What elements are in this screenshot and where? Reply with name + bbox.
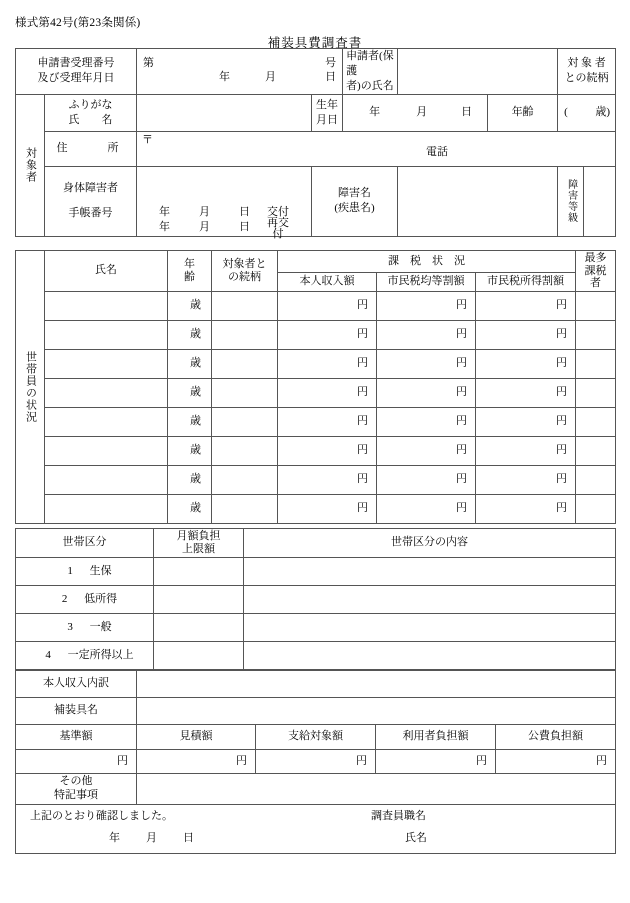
name-label: 氏 名 <box>68 113 113 126</box>
birth-year-label: 年 <box>369 105 381 118</box>
age-open-paren: ( <box>564 105 568 118</box>
income-breakdown-value[interactable] <box>137 671 616 698</box>
cell-name[interactable] <box>45 466 168 495</box>
column-header-user-burden: 利用者負担額 <box>376 725 496 750</box>
household-table <box>15 250 616 524</box>
investigator-title-label: 調査員職名 <box>371 810 426 822</box>
receipt-month-label: 月 <box>265 71 276 84</box>
disability-name-label-line1: 障害名 <box>338 187 372 200</box>
category-row-above-threshold[interactable] <box>16 642 616 670</box>
amounts-header-row <box>16 725 616 750</box>
cell-own-income[interactable] <box>278 495 377 524</box>
relation-label-line1: 対 象 者 <box>567 57 606 70</box>
confirmation-block <box>16 805 616 854</box>
currency-unit: 円 <box>456 328 467 341</box>
age-unit: 歳 <box>190 473 201 486</box>
cell-top-taxpayer[interactable] <box>576 350 616 379</box>
go-label: 号 <box>325 57 337 70</box>
cell-top-taxpayer[interactable] <box>576 495 616 524</box>
reissue-type-label-line1: 再交 <box>267 216 289 229</box>
address-value[interactable] <box>137 131 616 166</box>
form-number: 様式第42号(第23条関係) <box>15 17 141 29</box>
household-side-label-text: 世帯員の状況 <box>24 351 37 423</box>
category-label-low-income <box>16 586 154 614</box>
currency-unit: 円 <box>556 357 567 370</box>
column-header-relation-line1: 対象者と <box>222 257 267 270</box>
top-taxpayer-line3: 者 <box>590 277 601 290</box>
currency-unit: 円 <box>456 502 467 515</box>
currency-unit: 円 <box>357 357 368 370</box>
cell-own-income[interactable] <box>278 408 377 437</box>
dai-label: 第 <box>143 57 154 70</box>
cell-own-income[interactable] <box>278 379 377 408</box>
column-header-name: 氏名 <box>45 251 168 292</box>
confirm-month-label: 月 <box>146 832 157 844</box>
birthdate-label <box>312 94 343 131</box>
value-standard-amount[interactable] <box>16 750 137 774</box>
currency-unit: 円 <box>476 754 487 767</box>
issue-type-label: 交付 <box>267 205 289 218</box>
category-label-seiho <box>16 558 154 586</box>
currency-unit: 円 <box>357 415 368 428</box>
amounts-value-row[interactable] <box>16 750 616 774</box>
amounts-table <box>15 670 616 854</box>
cell-relation[interactable] <box>212 379 278 408</box>
category-label-above-threshold <box>16 642 154 670</box>
birth-day-label: 日 <box>461 105 473 118</box>
column-header-age-line1: 年 <box>184 258 195 271</box>
currency-unit: 円 <box>456 473 467 486</box>
column-header-income-tax: 市民税所得割額 <box>476 273 576 292</box>
cell-age[interactable] <box>168 379 212 408</box>
subject-name-row <box>16 94 616 131</box>
column-header-category: 世帯区分 <box>16 529 154 558</box>
remarks-row <box>16 774 616 805</box>
column-header-tax-status: 課 税 状 況 <box>278 251 576 273</box>
category-cap-above-threshold[interactable] <box>154 642 244 670</box>
address-label-text: 住 所 <box>56 141 125 154</box>
table-row[interactable] <box>16 466 616 495</box>
category-cap-low-income[interactable] <box>154 586 244 614</box>
cell-age[interactable] <box>168 292 212 321</box>
subject-table <box>15 48 616 241</box>
age-unit: 歳 <box>190 386 201 399</box>
cell-income-tax[interactable] <box>476 408 576 437</box>
relation-to-subject-label <box>558 49 616 95</box>
cell-relation[interactable] <box>212 350 278 379</box>
issue-month-label: 月 <box>199 205 210 218</box>
document-title: 補装具費調査書 <box>267 36 363 50</box>
column-header-category-content: 世帯区分の内容 <box>244 529 616 558</box>
category-content-above-threshold[interactable] <box>244 642 616 670</box>
birthdate-label-line1: 生年 <box>316 98 339 111</box>
currency-unit: 円 <box>357 328 368 341</box>
issue-day-label: 日 <box>239 205 250 218</box>
cell-name[interactable] <box>45 321 168 350</box>
cell-top-taxpayer[interactable] <box>576 466 616 495</box>
device-name-label: 補装具名 <box>16 698 137 725</box>
currency-unit: 円 <box>357 386 368 399</box>
issue-year-label: 年 <box>159 205 170 218</box>
cell-top-taxpayer[interactable] <box>576 437 616 466</box>
applicant-name-value[interactable] <box>398 49 558 95</box>
currency-unit: 円 <box>556 473 567 486</box>
cell-name[interactable] <box>45 379 168 408</box>
column-header-estimate-amount: 見積額 <box>137 725 256 750</box>
category-no-4: 4 <box>45 648 51 661</box>
cell-age[interactable] <box>168 408 212 437</box>
confirmation-row <box>16 805 616 854</box>
cell-relation[interactable] <box>212 408 278 437</box>
column-header-monthly-cap <box>154 529 244 558</box>
category-content-seiho[interactable] <box>244 558 616 586</box>
disability-grade-value[interactable] <box>584 166 616 236</box>
reissue-day-label: 日 <box>239 220 250 233</box>
subject-side-label <box>16 94 45 236</box>
device-name-row <box>16 698 616 725</box>
cell-income-tax[interactable] <box>476 495 576 524</box>
currency-unit: 円 <box>117 754 128 767</box>
currency-unit: 円 <box>357 299 368 312</box>
birthdate-value[interactable] <box>343 94 488 131</box>
category-row-general[interactable] <box>16 614 616 642</box>
cell-percapita-tax[interactable] <box>377 495 476 524</box>
receipt-number-field[interactable] <box>137 49 343 95</box>
currency-unit: 円 <box>456 386 467 399</box>
column-header-own-income: 本人収入額 <box>278 273 377 292</box>
value-estimate-amount[interactable] <box>137 750 256 774</box>
age-unit: 歳 <box>190 328 201 341</box>
cell-own-income[interactable] <box>278 350 377 379</box>
cell-top-taxpayer[interactable] <box>576 321 616 350</box>
household-header-row-1 <box>16 251 616 273</box>
value-user-burden[interactable] <box>376 750 496 774</box>
cell-name[interactable] <box>45 350 168 379</box>
category-name-low-income: 低所得 <box>84 592 118 605</box>
column-header-relation <box>212 251 278 292</box>
subject-side-label-text: 対象者 <box>24 147 37 184</box>
receipt-label-line1: 申請書受理番号 <box>37 57 115 70</box>
cell-percapita-tax[interactable] <box>377 408 476 437</box>
cell-income-tax[interactable] <box>476 437 576 466</box>
household-side-label <box>16 251 45 524</box>
category-no-3: 3 <box>67 620 73 633</box>
remarks-label <box>16 774 137 805</box>
cell-age[interactable] <box>168 466 212 495</box>
monthly-cap-line2: 上限額 <box>182 543 215 555</box>
currency-unit: 円 <box>556 328 567 341</box>
applicant-label-line1: 申請者(保護 <box>346 50 394 77</box>
disability-grade-label-text: 障害等級 <box>565 179 577 224</box>
income-breakdown-row <box>16 671 616 698</box>
reissue-year-label: 年 <box>159 220 170 233</box>
category-name-seiho: 生保 <box>89 564 112 577</box>
handbook-row <box>16 166 616 236</box>
cell-name[interactable] <box>45 437 168 466</box>
category-no-2: 2 <box>61 592 68 605</box>
age-unit: 歳 <box>190 415 201 428</box>
top-taxpayer-line1: 最多 <box>584 252 607 265</box>
cell-percapita-tax[interactable] <box>377 466 476 495</box>
confirm-day-label: 日 <box>183 832 194 844</box>
column-header-standard-amount: 基準額 <box>16 725 137 750</box>
column-header-relation-line2: の続柄 <box>228 271 261 283</box>
receipt-day-label: 日 <box>325 71 337 84</box>
cell-own-income[interactable] <box>278 292 377 321</box>
receipt-label <box>16 49 137 95</box>
category-row-seiho[interactable] <box>16 558 616 586</box>
currency-unit: 円 <box>357 502 368 515</box>
age-unit: 歳 <box>190 357 201 370</box>
currency-unit: 円 <box>556 299 567 312</box>
age-unit-label: 歳) <box>595 105 611 118</box>
device-name-value[interactable] <box>137 698 616 725</box>
currency-unit: 円 <box>556 386 567 399</box>
cell-age[interactable] <box>168 350 212 379</box>
cell-own-income[interactable] <box>278 321 377 350</box>
handbook-label-line1: 身体障害者 <box>63 181 118 194</box>
table-row[interactable] <box>16 350 616 379</box>
table-row[interactable] <box>16 437 616 466</box>
column-header-eligible-amount: 支給対象額 <box>256 725 376 750</box>
household-category-table <box>15 528 616 670</box>
disability-grade-label <box>558 166 584 236</box>
cell-percapita-tax[interactable] <box>377 379 476 408</box>
reissue-type-label-line2: 付 <box>272 228 284 241</box>
table-row[interactable] <box>16 292 616 321</box>
column-header-top-taxpayer <box>576 251 616 292</box>
birthdate-label-line2: 月日 <box>316 113 339 126</box>
cell-name[interactable] <box>45 408 168 437</box>
cell-relation[interactable] <box>212 437 278 466</box>
handbook-number-value[interactable] <box>137 166 312 241</box>
remarks-label-line1: その他 <box>59 775 93 788</box>
receipt-year-label: 年 <box>219 71 230 84</box>
currency-unit: 円 <box>556 502 567 515</box>
cell-relation[interactable] <box>212 495 278 524</box>
category-name-above-threshold: 一定所得以上 <box>67 648 134 661</box>
age-label: 年齢 <box>488 94 558 131</box>
cell-own-income[interactable] <box>278 466 377 495</box>
currency-unit: 円 <box>357 473 368 486</box>
cell-income-tax[interactable] <box>476 292 576 321</box>
age-unit: 歳 <box>190 502 201 515</box>
top-taxpayer-line2: 課税 <box>584 264 607 277</box>
telephone-label: 電話 <box>426 145 448 158</box>
category-no-1: 1 <box>67 564 73 577</box>
subject-address-row <box>16 131 616 166</box>
category-name-general: 一般 <box>89 620 112 633</box>
cell-relation[interactable] <box>212 466 278 495</box>
age-unit: 歳 <box>190 299 201 312</box>
category-content-general[interactable] <box>244 614 616 642</box>
handbook-label <box>45 166 137 236</box>
disability-name-value[interactable] <box>398 166 558 236</box>
category-row-low-income[interactable] <box>16 586 616 614</box>
column-header-age <box>168 251 212 292</box>
handbook-label-line2: 手帳番号 <box>68 207 113 220</box>
cell-top-taxpayer[interactable] <box>576 379 616 408</box>
address-label <box>45 131 137 166</box>
table-row[interactable] <box>16 495 616 524</box>
currency-unit: 円 <box>236 754 247 767</box>
furigana-name-label <box>45 94 137 131</box>
currency-unit: 円 <box>456 444 467 457</box>
cell-top-taxpayer[interactable] <box>576 292 616 321</box>
receipt-label-line2: 及び受理年月日 <box>37 72 115 85</box>
category-label-general <box>16 614 154 642</box>
reissue-month-label: 月 <box>199 220 210 233</box>
table-row[interactable] <box>16 408 616 437</box>
currency-unit: 円 <box>556 444 567 457</box>
receipt-row <box>16 49 616 95</box>
cell-top-taxpayer[interactable] <box>576 408 616 437</box>
cell-relation[interactable] <box>212 292 278 321</box>
confirm-year-label: 年 <box>109 832 120 844</box>
confirmation-text: 上記のとおり確認しました。 <box>30 810 173 822</box>
cell-income-tax[interactable] <box>476 321 576 350</box>
cell-percapita-tax[interactable] <box>377 437 476 466</box>
cell-age[interactable] <box>168 495 212 524</box>
value-public-burden[interactable] <box>496 750 616 774</box>
currency-unit: 円 <box>556 415 567 428</box>
cell-income-tax[interactable] <box>476 379 576 408</box>
subject-name-value[interactable] <box>137 94 312 131</box>
column-header-public-burden: 公費負担額 <box>496 725 616 750</box>
category-content-low-income[interactable] <box>244 586 616 614</box>
cell-age[interactable] <box>168 437 212 466</box>
age-value[interactable] <box>558 94 616 131</box>
applicant-name-label <box>343 49 398 95</box>
category-header-row <box>16 529 616 558</box>
cell-age[interactable] <box>168 321 212 350</box>
monthly-cap-line1: 月額負担 <box>176 529 221 542</box>
cell-income-tax[interactable] <box>476 466 576 495</box>
furigana-label: ふりがな <box>68 98 113 111</box>
table-row[interactable] <box>16 321 616 350</box>
currency-unit: 円 <box>356 754 367 767</box>
cell-percapita-tax[interactable] <box>377 350 476 379</box>
cell-own-income[interactable] <box>278 437 377 466</box>
column-header-percapita-tax: 市民税均等割額 <box>377 273 476 292</box>
investigator-name-label: 氏名 <box>405 832 427 844</box>
income-breakdown-label: 本人収入内訳 <box>16 671 137 698</box>
category-cap-general[interactable] <box>154 614 244 642</box>
column-header-age-line2: 齢 <box>184 271 195 283</box>
cell-name[interactable] <box>45 292 168 321</box>
cell-percapita-tax[interactable] <box>377 321 476 350</box>
relation-label-line2: との続柄 <box>564 72 609 85</box>
disability-name-label <box>312 166 398 236</box>
cell-name[interactable] <box>45 495 168 524</box>
age-unit: 歳 <box>190 444 201 457</box>
postal-mark-icon: 〒 <box>142 133 153 146</box>
remarks-label-line2: 特記事項 <box>54 789 98 801</box>
currency-unit: 円 <box>596 754 607 767</box>
cell-relation[interactable] <box>212 321 278 350</box>
cell-percapita-tax[interactable] <box>377 292 476 321</box>
category-cap-seiho[interactable] <box>154 558 244 586</box>
table-row[interactable] <box>16 379 616 408</box>
currency-unit: 円 <box>357 444 368 457</box>
disability-name-label-line2: (疾患名) <box>334 202 375 215</box>
cell-income-tax[interactable] <box>476 350 576 379</box>
value-eligible-amount[interactable] <box>256 750 376 774</box>
applicant-label-line2: 者)の氏名 <box>346 79 394 92</box>
currency-unit: 円 <box>456 299 467 312</box>
currency-unit: 円 <box>456 415 467 428</box>
remarks-value[interactable] <box>137 774 616 805</box>
currency-unit: 円 <box>456 357 467 370</box>
birth-month-label: 月 <box>416 105 428 118</box>
